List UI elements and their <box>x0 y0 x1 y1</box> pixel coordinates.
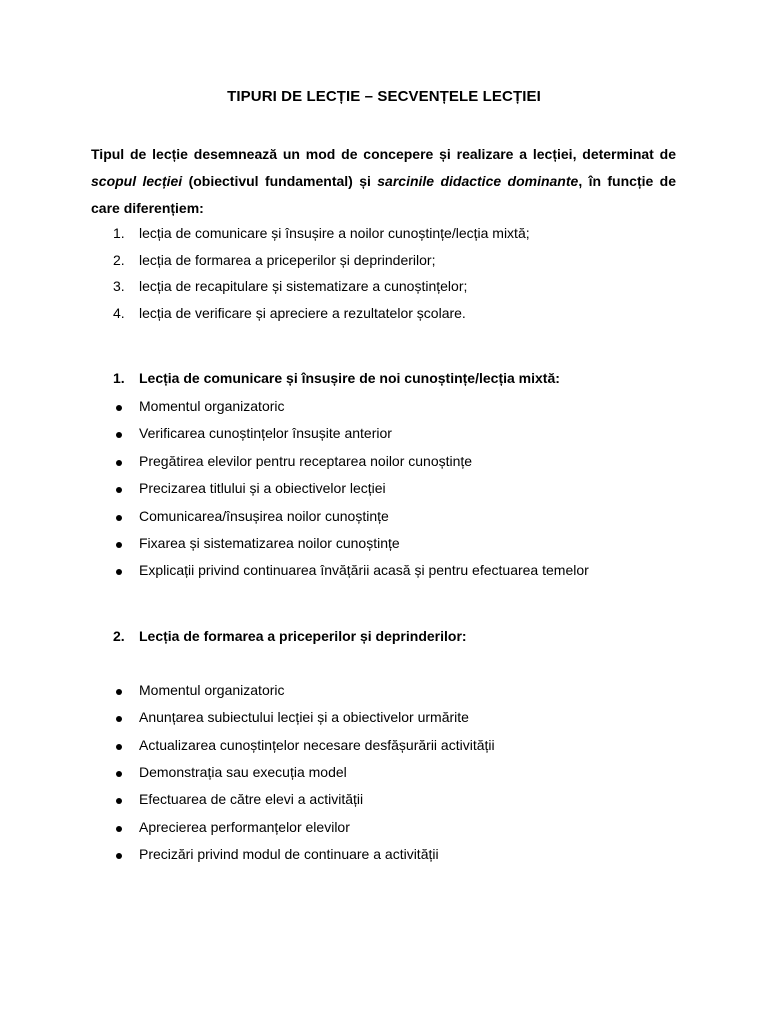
list-item-text: Anunțarea subiectului lecției și a obiectivelor urmărite <box>139 709 469 725</box>
list-number: 1. <box>113 225 125 241</box>
list-item-text: Aprecierea performanțelor elevilor <box>139 819 350 835</box>
bullet-icon <box>116 853 122 859</box>
intro-text-3: , în funcție de care diferențiem: <box>91 173 676 216</box>
bullet-icon <box>116 432 122 438</box>
list-item-text: Comunicarea/însușirea noilor cunoștințe <box>139 508 389 524</box>
list-item-text: Precizări privind modul de continuare a activității <box>139 846 439 862</box>
list-number: 4. <box>113 305 125 321</box>
bullet-icon <box>116 405 122 411</box>
page-title: TIPURI DE LECȚIE – SECVENȚELE LECȚIEI <box>227 88 541 105</box>
section-heading-text: Lecția de formarea a priceperilor și deprinderilor: <box>139 628 467 644</box>
bullet-icon <box>116 716 122 722</box>
bullet-icon <box>116 569 122 575</box>
intro-text-2: (obiectivul fundamental) și <box>182 173 378 189</box>
section-number: 2. <box>113 628 125 644</box>
bullet-icon <box>116 798 122 804</box>
list-item-text: Actualizarea cunoștințelor necesare desfășurării activității <box>139 737 495 753</box>
list-item-text: lecția de verificare și apreciere a rezultatelor școlare. <box>139 305 466 321</box>
bullet-icon <box>116 515 122 521</box>
intro-emphasis-scope: scopul lecției <box>91 173 183 189</box>
list-item-text: lecția de recapitulare și sistematizare a cunoștințelor; <box>139 278 468 294</box>
bullet-icon <box>116 460 122 466</box>
bullet-icon <box>116 487 122 493</box>
list-item-text: Momentul organizatoric <box>139 682 285 698</box>
list-item-text: lecția de formarea a priceperilor și deprinderilor; <box>139 252 436 268</box>
section-number: 1. <box>113 370 125 386</box>
list-item-text: Efectuarea de către elevi a activității <box>139 791 364 807</box>
intro-text-1: Tipul de lecție desemnează un mod de concepere și realizare a lecției, determinat de <box>91 146 676 162</box>
intro-paragraph <box>91 141 676 222</box>
bullet-icon <box>116 689 122 695</box>
bullet-icon <box>116 826 122 832</box>
list-item-text: lecția de comunicare și însușire a noilor cunoștințe/lecția mixtă; <box>139 225 530 241</box>
section-heading-text: Lecția de comunicare și însușire de noi cunoștințe/lecția mixtă: <box>139 370 560 386</box>
intro-emphasis-tasks: sarcinile didactice dominante <box>377 173 579 189</box>
bullet-icon <box>116 744 122 750</box>
list-item-text: Explicații privind continuarea învățării acasă și pentru efectuarea temelor <box>139 562 589 578</box>
bullet-icon <box>116 542 122 548</box>
bullet-icon <box>116 771 122 777</box>
list-item-text: Verificarea cunoștințelor însușite anterior <box>139 425 392 441</box>
list-number: 2. <box>113 252 125 268</box>
list-item-text: Momentul organizatoric <box>139 398 285 414</box>
list-number: 3. <box>113 278 125 294</box>
list-item-text: Precizarea titlului și a obiectivelor lecției <box>139 480 386 496</box>
list-item-text: Pregătirea elevilor pentru receptarea noilor cunoștințe <box>139 453 473 469</box>
list-item-text: Fixarea și sistematizarea noilor cunoștințe <box>139 535 400 551</box>
list-item-text: Demonstrația sau execuția model <box>139 764 347 780</box>
